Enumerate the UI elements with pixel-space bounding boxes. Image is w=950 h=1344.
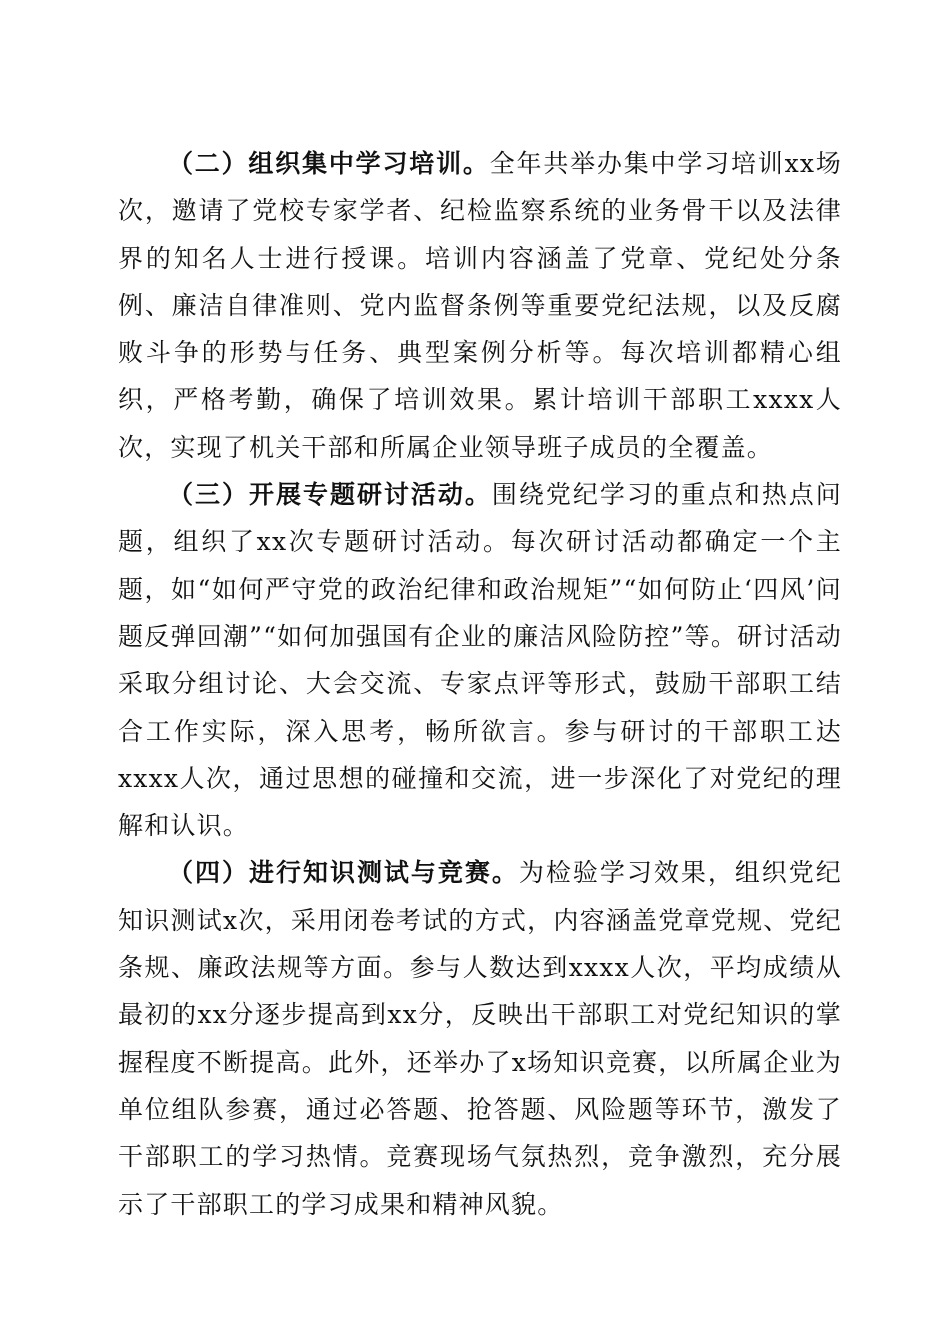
section-heading-seminar: （三）开展专题研讨活动。 (168, 480, 492, 510)
document-page (118, 140, 842, 1228)
section-heading-training: （二）组织集中学习培训。 (168, 149, 490, 178)
section-body-training: 全年共举办集中学习培训xx场次，邀请了党校专家学者、纪检监察系统的业务骨干以及法律界的知名人士进行授课。培训内容涵盖了党章、党纪处分条例、廉洁自律准则、党内监督条例等重要党纪法规，以及反腐败斗争的形势与任务、典型案例分析等。每次培训都精心组织，严格考勤，确保了培训效果。累计培训干部职工xxxx人次，实现了机关干部和所属企业领导班子成员的全覆盖。 (118, 149, 842, 462)
paragraph-contest (118, 849, 842, 1227)
paragraph-training (118, 140, 842, 471)
section-body-contest: 为检验学习效果，组织党纪知识测试x次，采用闭卷考试的方式，内容涵盖党章党规、党纪条规、廉政法规等方面。参与人数达到xxxx人次，平均成绩从最初的xx分逐步提高到xx分，反映出干部职工对党纪知识的掌握程度不断提高。此外，还举办了x场知识竞赛，以所属企业为单位组队参赛，通过必答题、抢答题、风险题等环节，激发了干部职工的学习热情。竞赛现场气氛热烈，竞争激烈，充分展示了干部职工的学习成果和精神风貌。 (118, 858, 842, 1219)
paragraph-seminar (118, 471, 842, 849)
section-heading-contest: （四）进行知识测试与竞赛。 (168, 858, 519, 888)
section-body-seminar: 围绕党纪学习的重点和热点问题，组织了xx次专题研讨活动。每次研讨活动都确定一个主题，如“如何严守党的政治纪律和政治规矩”“如何防止‘四风’问题反弹回潮”“如何加强国有企业的廉洁风险防控”等。研讨活动采取分组讨论、大会交流、专家点评等形式，鼓励干部职工结合工作实际，深入思考，畅所欲言。参与研讨的干部职工达xxxx人次，通过思想的碰撞和交流，进一步深化了对党纪的理解和认识。 (118, 480, 842, 841)
